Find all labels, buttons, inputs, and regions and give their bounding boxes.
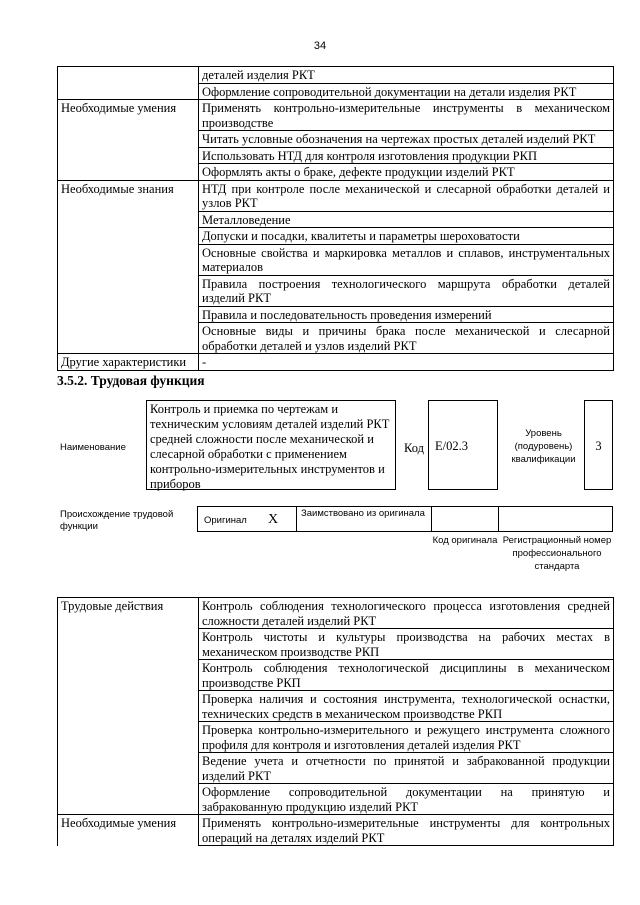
row-item: НТД при контроле после механической и слесарной обработки деталей и узлов РКТ [199,180,614,211]
row-item: Допуски и посадки, квалитеты и параметры шероховатости [199,228,614,245]
row-item: Читать условные обозначения на чертежах простых деталей изделий РКТ [199,131,614,148]
table-row [58,228,614,245]
table-row [58,784,614,815]
table-row [58,67,614,84]
table-row [58,323,614,354]
origin-label: Происхождение трудовой функции [60,509,174,532]
level-label: Уровень (подуровень) квалификации [511,428,576,465]
row-label [58,323,199,354]
table-row [58,83,614,100]
row-item: Оформлять акты о браке, дефекте продукции изделий РКТ [199,164,614,181]
row-label [58,691,199,722]
row-item: Проверка контрольно-измерительного и режущего инструмента сложного профиля для контроля и изготовления деталей изделия РКТ [199,722,614,753]
row-item: Правила построения технологического маршрута обработки деталей изделий РКТ [199,275,614,306]
table-row [58,598,614,629]
row-item: Ведение учета и отчетности по принятой и забракованной продукции изделий РКТ [199,753,614,784]
row-label: Трудовые действия [58,598,199,629]
row-item: Основные свойства и маркировка металлов и сплавов, инструментальных материалов [199,244,614,275]
row-item: Контроль чистоты и культуры производства на рабочих местах в механическом производстве РКП [199,629,614,660]
row-item: Применять контрольно-измерительные инструменты в механическом производстве [199,100,614,131]
row-label [58,660,199,691]
row-label [58,629,199,660]
row-item: Основные виды и причины брака после механической и слесарной обработки деталей и узлов изделий РКТ [199,323,614,354]
labour-actions-table [57,597,614,846]
reg-number-cell [498,506,613,532]
original-cell [197,506,297,532]
row-label [58,228,199,245]
table-row [58,306,614,323]
row-label [58,131,199,148]
row-label: Необходимые знания [58,180,199,211]
table-row [58,753,614,784]
row-label [58,244,199,275]
page-number: 34 [313,40,327,52]
code-original-label: Код оригинала [432,535,498,546]
row-label [58,164,199,181]
code-value: E/02.3 [428,400,498,490]
row-item: Контроль соблюдения технологической дисциплины в механическом производстве РКП [199,660,614,691]
row-item: - [199,354,614,371]
table-row [58,164,614,181]
row-label [58,753,199,784]
table-row [58,722,614,753]
row-label [58,306,199,323]
table-row [58,354,614,371]
table-row [58,275,614,306]
row-item: Оформление сопроводительной документации на принятую и забракованную продукцию изделий РКТ [199,784,614,815]
table-row [58,815,614,846]
row-label: Другие характеристики [58,354,199,371]
section-heading: 3.5.2. Трудовая функция [57,373,205,388]
row-item: Контроль соблюдения технологического процесса изготовления средней сложности деталей изделий РКТ [199,598,614,629]
row-item: Проверка наличия и состояния инструмента, технологической оснастки, технических средств в механическом производстве РКП [199,691,614,722]
requirements-table [57,66,614,371]
row-item: Использовать НТД для контроля изготовления продукции РКП [199,147,614,164]
original-label: Оригинал [204,515,247,526]
level-value: 3 [584,400,613,490]
row-item: Оформление сопроводительной документации на детали изделия РКТ [199,83,614,100]
table-row [58,131,614,148]
table-row [58,244,614,275]
row-label: Необходимые умения [58,815,199,846]
original-mark: X [268,512,279,527]
borrowed-label: Заимствовано из оригинала [296,506,432,532]
table-row [58,211,614,228]
table-row [58,691,614,722]
row-item: деталей изделия РКТ [199,67,614,84]
reg-number-label: Регистрационный номер профессионального стандарта [502,535,612,572]
row-label: Необходимые умения [58,100,199,131]
code-original-cell [431,506,499,532]
row-label [58,147,199,164]
row-label [58,67,199,84]
row-label [58,211,199,228]
table-row [58,629,614,660]
row-label [58,722,199,753]
table-row [58,100,614,131]
table-row [58,660,614,691]
table-row [58,147,614,164]
row-item: Применять контрольно-измерительные инструменты для контрольных операций на деталях изделий РКТ [199,815,614,846]
row-label [58,83,199,100]
row-label [58,275,199,306]
code-label: Код [404,441,424,455]
row-item: Металловедение [199,211,614,228]
name-label: Наименование [60,442,126,453]
row-label [58,784,199,815]
row-item: Правила и последовательность проведения измерений [199,306,614,323]
name-value: Контроль и приемка по чертежам и техническим условиям деталей изделий РКТ средней сложности после механической и слесарной обработки с применением контрольно-измерительных инструментов и приборов [146,400,396,490]
table-row [58,180,614,211]
